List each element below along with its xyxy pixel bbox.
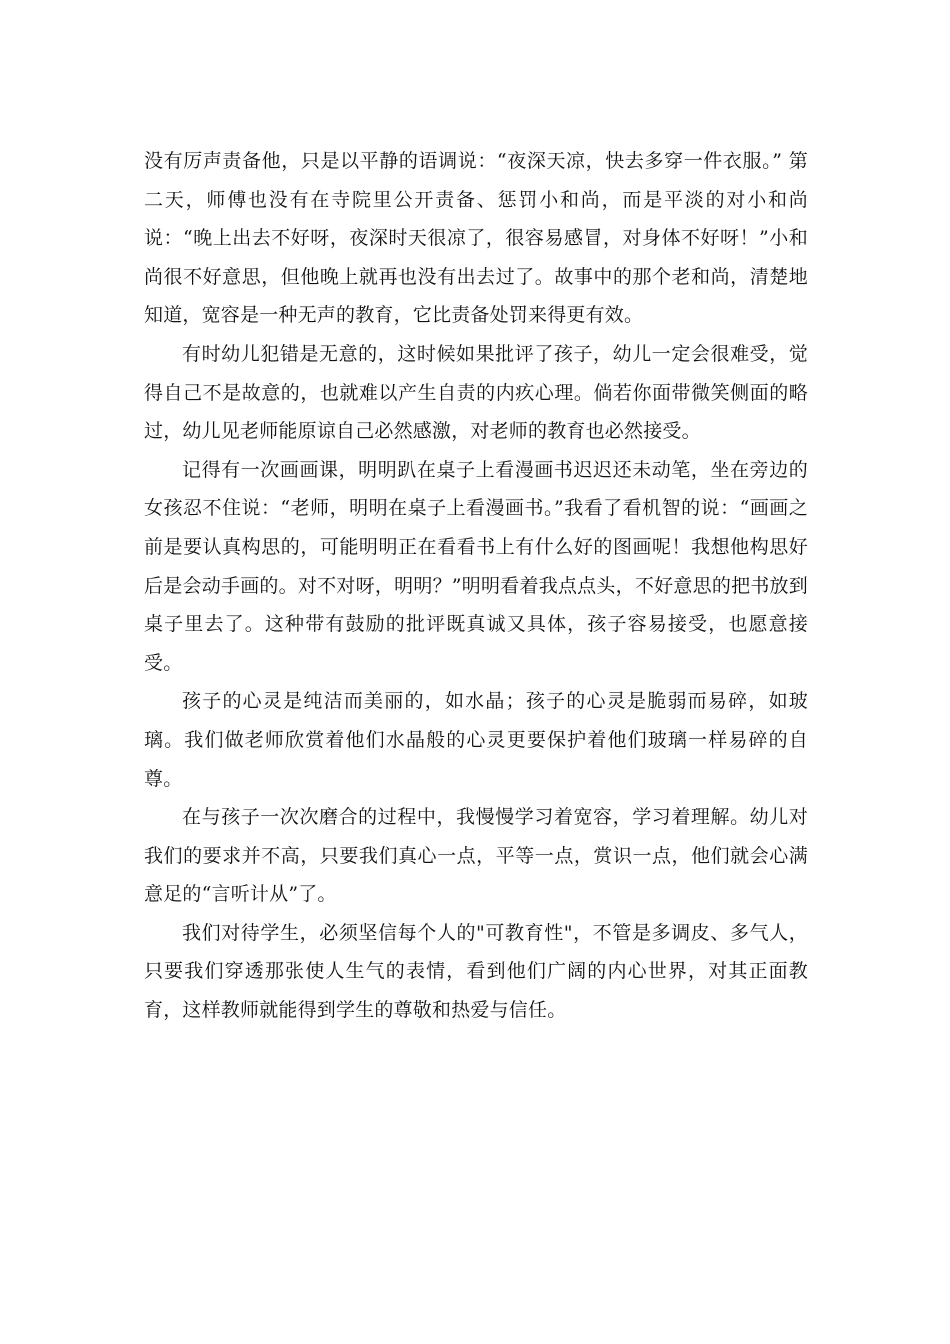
document-body [144, 142, 808, 1030]
paragraph-5: 在与孩子一次次磨合的过程中，我慢慢学习着宽容，学习着理解。幼儿对我们的要求并不高，只要我们真心一点，平等一点，赏识一点，他们就会心满意足的“言听计从”了。 [144, 806, 808, 906]
paragraph-1: 没有厉声责备他，只是以平静的语调说：“夜深天凉，快去多穿一件衣服。” 第二天，师傅也没有在寺院里公开责备、惩罚小和尚，而是平淡的对小和尚说：“晚上出去不好呀，夜深时天很凉了，很容易感冒，对身体不好呀！”小和尚很不好意思，但他晚上就再也没有出去过了。故事中的那个老和尚，清楚地知道，宽容是一种无声的教育，它比责备处罚来得更有效。 [144, 150, 808, 327]
paragraph-2: 有时幼儿犯错是无意的，这时候如果批评了孩子，幼儿一定会很难受，觉得自己不是故意的，也就难以产生自责的内疚心理。倘若你面带微笑侧面的略过，幼儿见老师能原谅自己必然感激，对老师的教育也必然接受。 [144, 342, 808, 443]
paragraph-4: 孩子的心灵是纯洁而美丽的，如水晶；孩子的心灵是脆弱而易碎，如玻璃。我们做老师欣赏着他们水晶般的心灵更要保护着他们玻璃一样易碎的自尊。 [144, 690, 808, 790]
paragraph-3: 记得有一次画画课，明明趴在桌子上看漫画书迟迟还未动笔，坐在旁边的女孩忍不住说：“老师，明明在桌子上看漫画书。”我看了看机智的说：“画画之前是要认真构思的，可能明明正在看看书上有什么好的图画呢！我想他构思好后是会动手画的。对不对呀，明明？”明明看着我点点头，不好意思的把书放到桌子里去了。这种带有鼓励的批评既真诚又具体，孩子容易接受，也愿意接受。 [144, 458, 808, 674]
paragraph-6: 我们对待学生，必须坚信每个人的"可教育性"，不管是多调皮、多气人，只要我们穿透那张使人生气的表情，看到他们广阔的内心世界，对其正面教育，这样教师就能得到学生的尊敬和热爱与信任。 [144, 921, 808, 1022]
